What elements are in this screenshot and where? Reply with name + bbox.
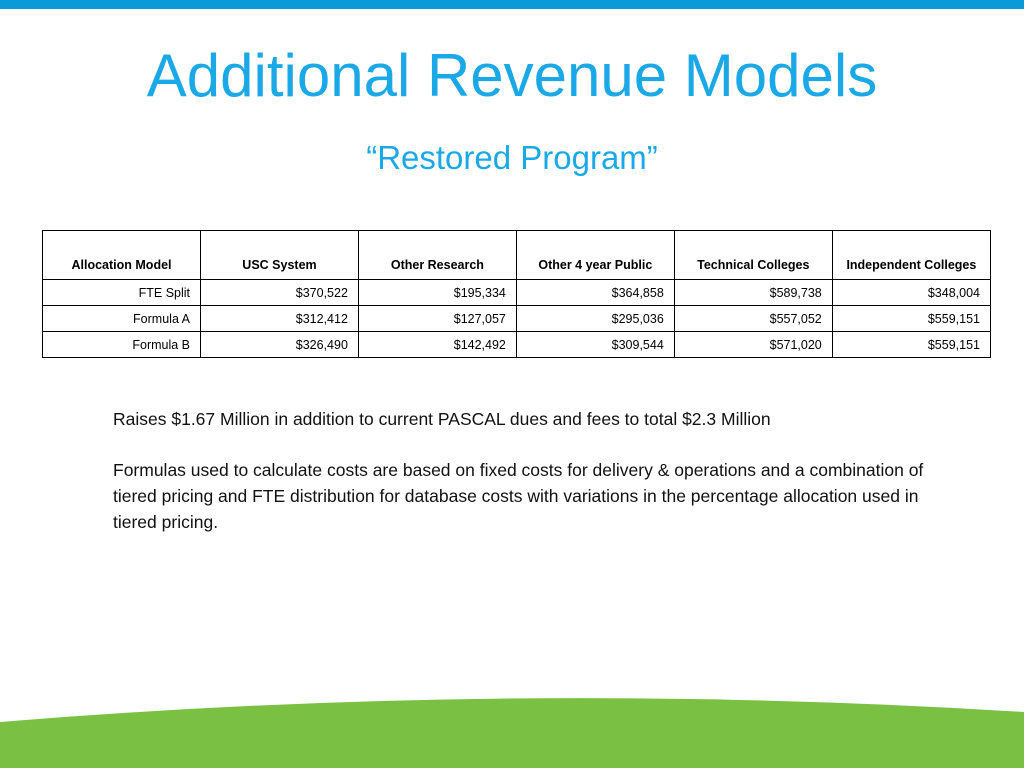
header-usc-system: USC System	[201, 231, 359, 280]
table-row	[43, 280, 991, 306]
slide-subtitle: “Restored Program”	[366, 139, 658, 176]
cell-value: $127,057	[358, 306, 516, 332]
cell-value: $142,492	[358, 332, 516, 358]
header-allocation-model: Allocation Model	[43, 231, 201, 280]
table-header-row	[43, 231, 991, 280]
header-technical-colleges: Technical Colleges	[674, 231, 832, 280]
cell-value: $348,004	[832, 280, 990, 306]
cell-model: Formula A	[43, 306, 201, 332]
cell-value: $309,544	[516, 332, 674, 358]
header-other-research: Other Research	[358, 231, 516, 280]
cell-value: $364,858	[516, 280, 674, 306]
cell-value: $557,052	[674, 306, 832, 332]
cell-value: $589,738	[674, 280, 832, 306]
allocation-table	[42, 230, 991, 358]
revenue-note: Raises $1.67 Million in addition to current PASCAL dues and fees to total $2.3 Million	[113, 409, 771, 429]
cell-value: $559,151	[832, 332, 990, 358]
cell-value: $326,490	[201, 332, 359, 358]
formula-note: Formulas used to calculate costs are based on fixed costs for delivery & operations and a combination of tiered pricing and FTE distribution for database costs with variations in the percentage allocation used in tiered pricing.	[113, 460, 924, 532]
header-independent-colleges: Independent Colleges	[832, 231, 990, 280]
cell-value: $312,412	[201, 306, 359, 332]
cell-model: Formula B	[43, 332, 201, 358]
cell-model: FTE Split	[43, 280, 201, 306]
header-other-4-year-public: Other 4 year Public	[516, 231, 674, 280]
slide-title: Additional Revenue Models	[146, 42, 878, 109]
table-row	[43, 306, 991, 332]
cell-value: $195,334	[358, 280, 516, 306]
top-accent-bar	[0, 0, 1024, 9]
cell-value: $559,151	[832, 306, 990, 332]
footer-green-swoosh	[0, 690, 1024, 768]
table-row	[43, 332, 991, 358]
cell-value: $295,036	[516, 306, 674, 332]
cell-value: $571,020	[674, 332, 832, 358]
cell-value: $370,522	[201, 280, 359, 306]
